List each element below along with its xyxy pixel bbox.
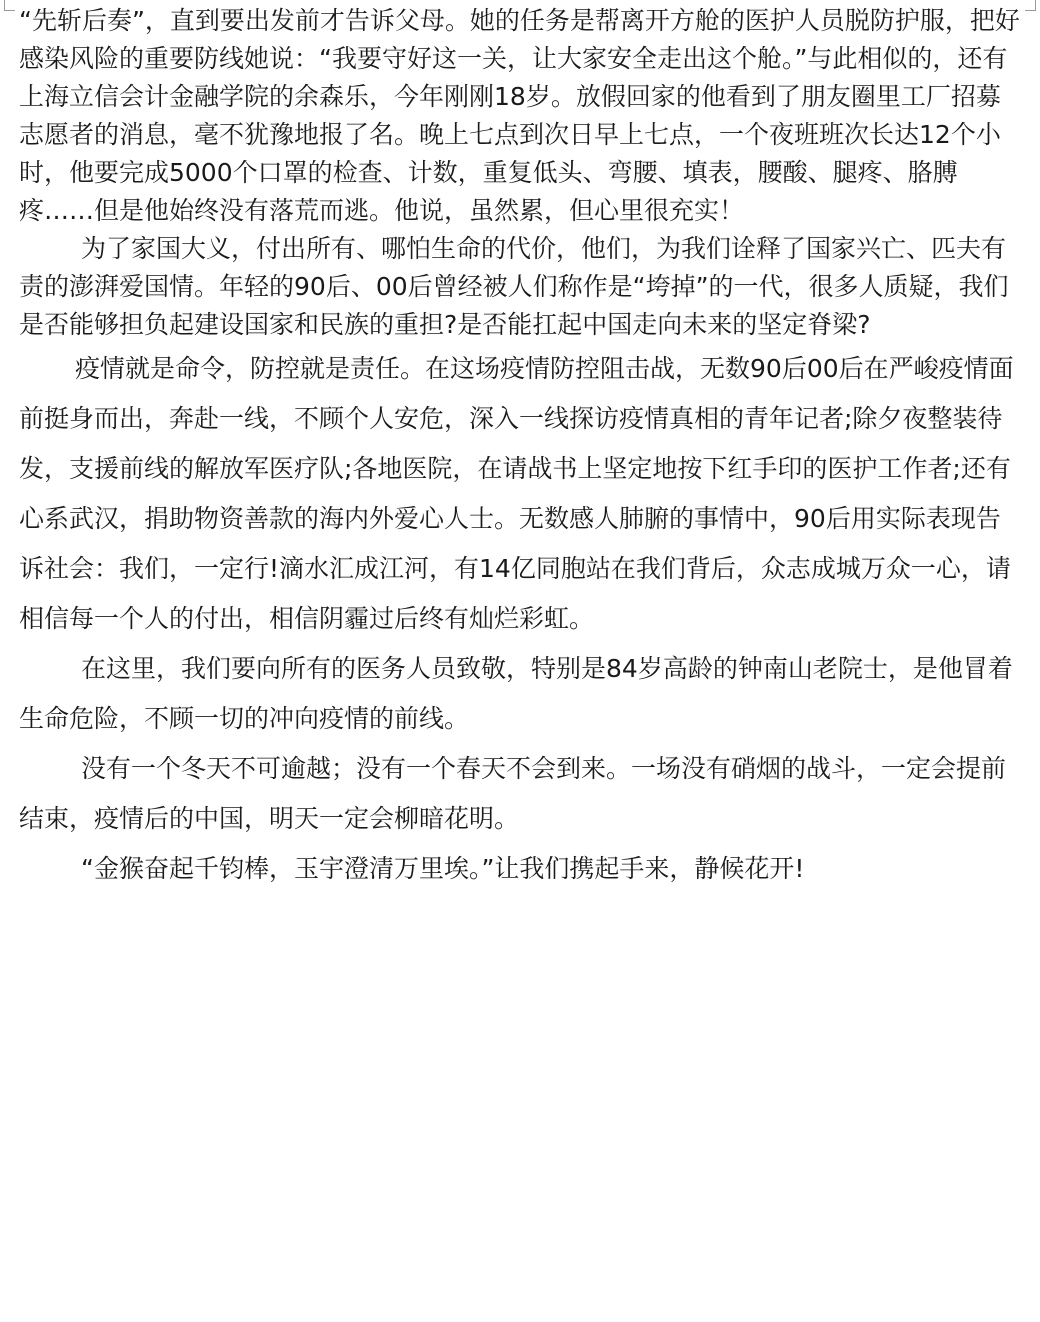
paragraph-6: “金猴奋起千钧棒，玉宇澄清万里埃。”让我们携起手来，静候花开! <box>81 854 805 883</box>
paragraph-1: “先斩后奏”，直到要出发前才告诉父母。她的任务是帮离开方舱的医护人员脱防护服，把好感染风险的重要防线她说：“我要守好这一关，让大家安全走出这个舱。”与此相似的，还有上海立信会计金融学院的余森乐，今年刚刚18岁。放假回家的他看到了朋友圈里工厂招募志愿者的消息，毫不犹豫地报了名。晚上七点到次日早上七点，一个夜班班次长达12个小时，他要完成5000个口罩的检查、计数，重复低头、弯腰、填表，腰酸、腿疼、胳膊疼……但是他始终没有落荒而逃。他说，虽然累，但心里很充实！ <box>19 6 1020 225</box>
paragraph-3: 疫情就是命令，防控就是责任。在这场疫情防控阻击战，无数90后00后在严峻疫情面前挺身而出，奔赴一线，不顾个人安危，深入一线探访疫情真相的青年记者;除夕夜整装待发，支援前线的解放军医疗队;各地医院，在请战书上坚定地按下红手印的医护工作者;还有心系武汉，捐助物资善款的海内外爱心人士。无数感人肺腑的事情中，90后用实际表现告诉社会：我们，一定行!滴水汇成江河，有14亿同胞站在我们背后，众志成城万众一心，请相信每一个人的付出，相信阴霾过后终有灿烂彩虹。 <box>19 354 1014 633</box>
crop-mark-top-left <box>4 0 15 11</box>
document-body <box>19 0 1021 894</box>
paragraph-5: 没有一个冬天不可逾越；没有一个春天不会到来。一场没有硝烟的战斗，一定会提前结束，疫情后的中国，明天一定会柳暗花明。 <box>19 754 1007 833</box>
crop-mark-top-right <box>1025 0 1036 11</box>
paragraph-4: 在这里，我们要向所有的医务人员致敬，特别是84岁高龄的钟南山老院士，是他冒着生命危险，不顾一切的冲向疫情的前线。 <box>19 654 1013 733</box>
paragraph-2: 为了家国大义，付出所有、哪怕生命的代价，他们，为我们诠释了国家兴亡、匹夫有责的澎湃爱国情。年轻的90后、00后曾经被人们称作是“垮掉”的一代，很多人质疑，我们是否能够担负起建设国家和民族的重担?是否能扛起中国走向未来的坚定脊梁? <box>19 234 1009 339</box>
